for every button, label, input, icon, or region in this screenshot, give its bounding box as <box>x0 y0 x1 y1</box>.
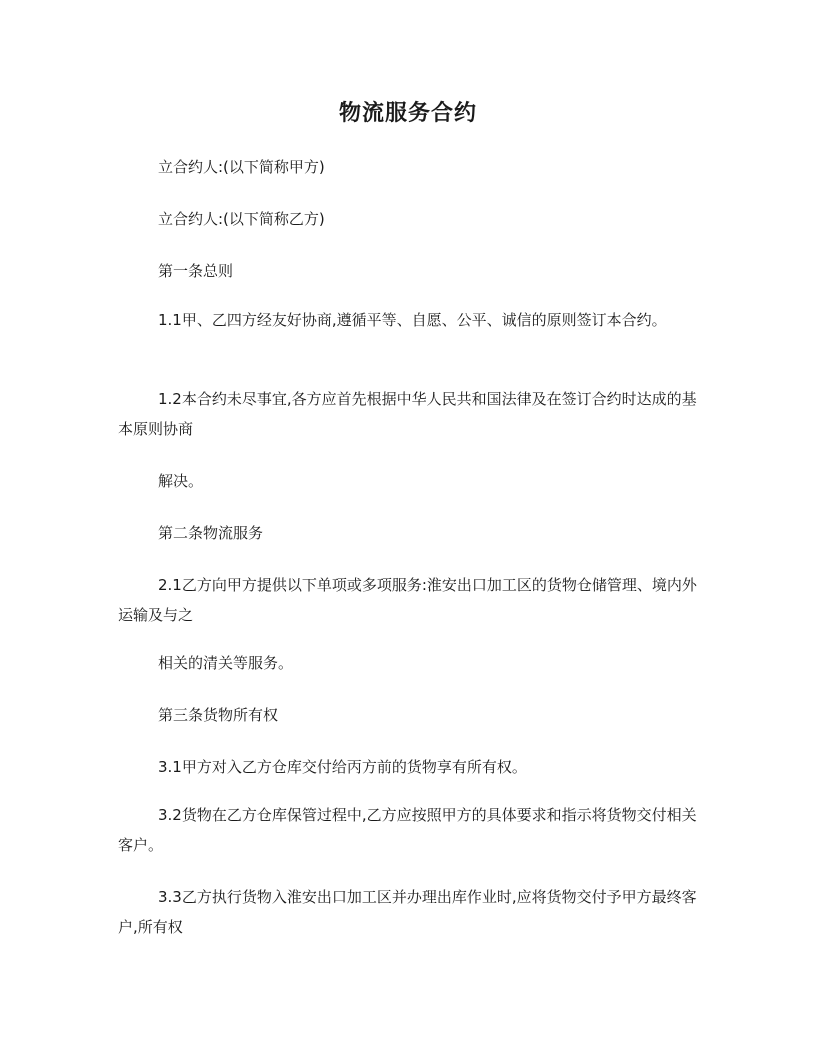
paragraph-1-2-cont: 解决。 <box>158 472 204 490</box>
paragraph-1-2: 1.2本合约未尽事宜,各方应首先根据中华人民共和国法律及在签订合约时达成的基本原则协商 <box>118 390 697 438</box>
paragraph-2-1-cont: 相关的清关等服务。 <box>158 654 294 672</box>
paragraph-3-3: 3.3乙方执行货物入淮安出口加工区并办理出库作业时,应将货物交付予甲方最终客户,所有权 <box>118 888 697 936</box>
paragraph-2-1: 2.1乙方向甲方提供以下单项或多项服务:淮安出口加工区的货物仓储管理、境内外运输及与之 <box>118 576 697 624</box>
paragraph-1-1: 1.1甲、乙四方经友好协商,遵循平等、自愿、公平、诚信的原则签订本合约。 <box>158 311 667 329</box>
paragraph-party-b: 立合约人:(以下简称乙方) <box>158 210 325 228</box>
section-heading-1: 第一条总则 <box>158 262 234 280</box>
paragraph-3-1: 3.1甲方对入乙方仓库交付给丙方前的货物享有所有权。 <box>158 758 527 776</box>
paragraph-3-2: 3.2货物在乙方仓库保管过程中,乙方应按照甲方的具体要求和指示将货物交付相关客户。 <box>118 806 697 854</box>
section-heading-2: 第二条物流服务 <box>158 524 264 542</box>
paragraph-party-a: 立合约人:(以下简称甲方) <box>158 158 325 176</box>
section-heading-3: 第三条货物所有权 <box>158 706 279 724</box>
page-title: 物流服务合约 <box>338 100 477 126</box>
